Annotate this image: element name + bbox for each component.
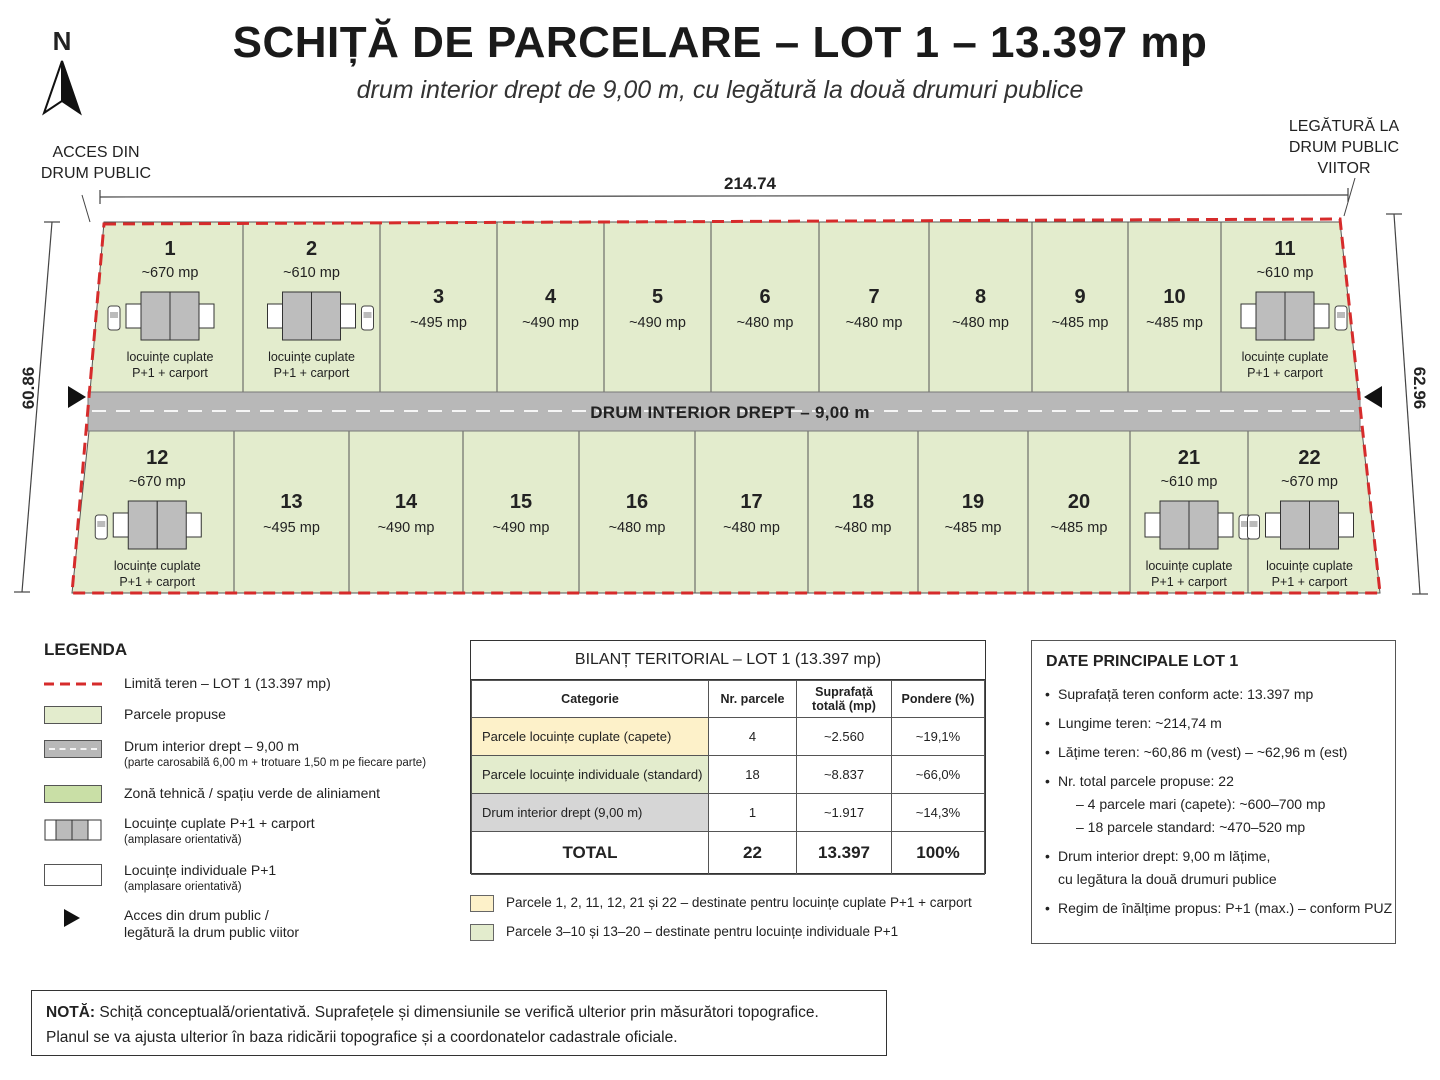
table-cell: TOTAL — [472, 832, 709, 875]
dim-west-label: 60.86 — [19, 366, 38, 410]
table-header: Categorie — [472, 681, 709, 718]
key-text: Parcele 3–10 și 13–20 – destinate pentru locuințe individuale P+1 — [506, 924, 899, 939]
plot-area: ~485 mp — [1146, 315, 1203, 331]
house-label: P+1 + carport — [1271, 575, 1348, 589]
plot-number: 12 — [146, 447, 169, 469]
table-cell: Drum interior drept (9,00 m) — [472, 794, 709, 832]
plot-area: ~495 mp — [263, 520, 320, 536]
nota-line-2: Planul se va ajusta ulterior în baza ridicării topografice și a coordonatelor cadastrale oficiale. — [46, 1029, 678, 1046]
house-label: P+1 + carport — [132, 366, 208, 380]
page-subtitle: drum interior drept de 9,00 m, cu legătură la două drumuri publice — [356, 76, 1084, 104]
legend-item-road — [44, 738, 484, 774]
house-label: locuințe cuplate — [268, 350, 355, 364]
plot-number: 5 — [651, 286, 664, 308]
plot-number: 6 — [759, 286, 771, 308]
table-total-row — [472, 832, 985, 875]
legend-text: Parcele propuse — [124, 706, 226, 722]
legend-text: Acces din drum public / — [124, 907, 269, 923]
plot-area: ~480 mp — [845, 315, 903, 331]
plot-area: ~485 mp — [944, 520, 1002, 536]
legend-note: (parte carosabilă 6,00 m + trotuare 1,50 m pe fiecare parte) — [124, 757, 427, 769]
plot-area: ~480 mp — [834, 520, 892, 536]
plot-area: ~490 mp — [492, 520, 550, 536]
legend-text: Locuințe individuale P+1 — [124, 862, 277, 878]
plot-number: 22 — [1298, 447, 1321, 469]
plot-area: ~490 mp — [629, 315, 686, 331]
north-label: N — [52, 26, 72, 56]
plot-area: ~480 mp — [723, 520, 780, 536]
plot-area: ~670 mp — [141, 265, 199, 281]
access-arrow-icon — [44, 907, 104, 933]
access-left-line-1: ACCES DIN — [52, 144, 140, 161]
plot-area: ~610 mp — [1256, 265, 1314, 281]
nota-line-1-text: Schiță conceptuală/orientativă. Suprafețele și dimensiunile se verifică ulterior prin măsurători topografice. — [95, 1004, 819, 1021]
list-item: • Lungime teren: ~214,74 m — [1058, 712, 1394, 735]
road-label: DRUM INTERIOR DREPT – 9,00 m — [590, 403, 870, 422]
house-label: locuințe cuplate — [1145, 559, 1233, 573]
legend-tech-swatch — [44, 785, 102, 803]
legend-item-access — [44, 907, 484, 943]
table-row — [472, 718, 985, 756]
legend-item-parcels — [44, 706, 484, 726]
access-left-line-2: DRUM PUBLIC — [40, 165, 152, 182]
list-subitem: – 4 parcele mari (capete): ~600–700 mp — [1076, 796, 1326, 812]
access-arrow-east — [1364, 386, 1382, 408]
list-item: • Regim de înălțime propus: P+1 (max.) – conform PUZ — [1058, 897, 1394, 920]
plot-number: 14 — [394, 491, 418, 513]
plot-number: 3 — [432, 286, 445, 308]
plot-number: 21 — [1177, 447, 1201, 469]
legend-note: legătură la drum public viitor — [124, 924, 300, 940]
table-cell: ~2.560 — [797, 718, 892, 756]
nota-box — [31, 990, 887, 1056]
plot-area: ~495 mp — [410, 315, 467, 331]
bilant-table — [470, 640, 986, 874]
legend-item-individuale — [44, 862, 484, 898]
date-principale-box — [1031, 640, 1396, 944]
nota-text — [46, 1000, 819, 1050]
access-arrow-west — [68, 386, 86, 408]
plot-number: 10 — [1163, 286, 1186, 308]
list-item: • Drum interior drept: 9,00 m lățime, — [1058, 845, 1394, 868]
legend-item-boundary — [44, 675, 484, 695]
plot-number: 11 — [1274, 238, 1296, 260]
legend-item-cuplate — [44, 815, 484, 851]
house-label: locuințe cuplate — [113, 559, 201, 573]
access-right-line-2: DRUM PUBLIC — [1288, 139, 1400, 156]
legend-road-swatch — [44, 740, 102, 758]
house-label: P+1 + carport — [119, 575, 196, 589]
legend-individual-swatch — [44, 864, 102, 886]
key-individuale — [470, 924, 1010, 944]
access-right-line-3: VIITOR — [1317, 160, 1371, 177]
plot-number: 13 — [280, 491, 303, 513]
legend-note: (amplasare orientativă) — [124, 881, 242, 893]
dim-east-label: 62.96 — [1410, 366, 1429, 410]
table-cell: Parcele locuințe individuale (standard) — [472, 756, 709, 794]
dim-length-label: 214.74 — [724, 174, 776, 193]
plot-number: 16 — [625, 491, 649, 513]
leader-left — [82, 195, 90, 222]
plot-area: ~670 mp — [128, 474, 186, 490]
table-header: Pondere (%) — [892, 681, 985, 718]
table-header: Suprafață totală (mp) — [797, 681, 892, 718]
plot-number: 1 — [164, 238, 176, 260]
table-cell: Parcele locuințe cuplate (capete) — [472, 718, 709, 756]
plot-area: ~485 mp — [1051, 315, 1109, 331]
legend-item-tech-zone — [44, 785, 484, 805]
legend-house-icon — [44, 817, 104, 843]
date-list — [1058, 683, 1394, 920]
bilant-title: BILANȚ TERITORIAL – LOT 1 (13.397 mp) — [471, 641, 985, 680]
plot-area: ~610 mp — [283, 265, 340, 281]
legend-text: Locuințe cuplate P+1 + carport — [124, 815, 315, 831]
house-label: locuințe cuplate — [126, 350, 214, 364]
bilant-grid — [471, 680, 985, 875]
plot-area: ~490 mp — [377, 520, 435, 536]
plot-number: 15 — [509, 491, 533, 513]
table-cell: 22 — [709, 832, 797, 875]
legend-access-text — [124, 907, 484, 941]
list-subitem: – 18 parcele standard: ~470–520 mp — [1076, 819, 1306, 835]
house-label: P+1 + carport — [1151, 575, 1227, 589]
nota-line-1 — [46, 1000, 819, 1025]
plot-area: ~480 mp — [608, 520, 666, 536]
legend-text: Drum interior drept – 9,00 m — [124, 738, 300, 754]
table-header: Nr. parcele — [709, 681, 797, 718]
list-item: • Lățime teren: ~60,86 m (vest) – ~62,96 m (est) — [1058, 741, 1394, 764]
legend-text: Zonă tehnică / spațiu verde de aliniament — [124, 785, 381, 801]
plot-number: 8 — [974, 286, 987, 308]
plot-number: 2 — [305, 238, 318, 260]
legend-individual-text — [124, 862, 484, 896]
table-cell: ~8.837 — [797, 756, 892, 794]
page-title: SCHIȚĂ DE PARCELARE – LOT 1 – 13.397 mp — [232, 18, 1208, 67]
plot-number: 9 — [1074, 286, 1086, 308]
plot-number: 4 — [544, 286, 557, 308]
plot-number: 17 — [740, 491, 763, 513]
legend-note: (amplasare orientativă) — [124, 834, 242, 846]
table-cell: ~14,3% — [892, 794, 985, 832]
table-cell: 4 — [709, 718, 797, 756]
house-label: P+1 + carport — [1247, 366, 1323, 380]
house-label: locuințe cuplate — [1241, 350, 1329, 364]
table-cell: 100% — [892, 832, 985, 875]
key-cuplate-swatch — [470, 895, 494, 912]
legend-text: Limită teren – LOT 1 (13.397 mp) — [124, 675, 331, 691]
list-item-cont: cu legătura la două drumuri publice — [1058, 871, 1277, 887]
table-cell: ~66,0% — [892, 756, 985, 794]
key-individual-swatch — [470, 924, 494, 941]
plot-number: 7 — [868, 286, 880, 308]
plot-area: ~610 mp — [1160, 474, 1218, 490]
table-cell: ~1.917 — [797, 794, 892, 832]
plot-number: 20 — [1067, 491, 1091, 513]
key-cuplate — [470, 895, 1010, 915]
leader-right — [1344, 178, 1355, 216]
plot-number: 18 — [851, 491, 875, 513]
plot-area: ~480 mp — [736, 315, 794, 331]
table-row — [472, 756, 985, 794]
dim-line-length — [100, 195, 1348, 197]
key-text: Parcele 1, 2, 11, 12, 21 și 22 – destinate pentru locuințe cuplate P+1 + carport — [506, 895, 972, 910]
table-cell: 1 — [709, 794, 797, 832]
legend-cuplate-text — [124, 815, 484, 849]
table-row — [472, 794, 985, 832]
legend-parcel-swatch — [44, 706, 102, 724]
plot-area: ~480 mp — [952, 315, 1009, 331]
table-cell: ~19,1% — [892, 718, 985, 756]
plot-area: ~485 mp — [1050, 520, 1108, 536]
nota-label: NOTĂ: — [46, 1004, 96, 1021]
access-right-line-1: LEGĂTURĂ LA — [1288, 118, 1400, 135]
date-title: DATE PRINCIPALE LOT 1 — [1046, 653, 1239, 670]
table-cell: 18 — [709, 756, 797, 794]
plot-area: ~670 mp — [1281, 474, 1338, 490]
legend-boundary-icon — [44, 675, 106, 693]
table-cell: 13.397 — [797, 832, 892, 875]
legend-title: LEGENDA — [44, 640, 128, 659]
list-item: • Nr. total parcele propuse: 22 — [1058, 770, 1394, 793]
list-item: • Suprafață teren conform acte: 13.397 mp — [1058, 683, 1394, 706]
plot-number: 19 — [961, 491, 985, 513]
table-header-row — [472, 681, 985, 718]
plot-area: ~490 mp — [522, 315, 579, 331]
house-label: P+1 + carport — [273, 366, 350, 380]
house-label: locuințe cuplate — [1266, 559, 1353, 573]
legend-road-text — [124, 738, 484, 772]
